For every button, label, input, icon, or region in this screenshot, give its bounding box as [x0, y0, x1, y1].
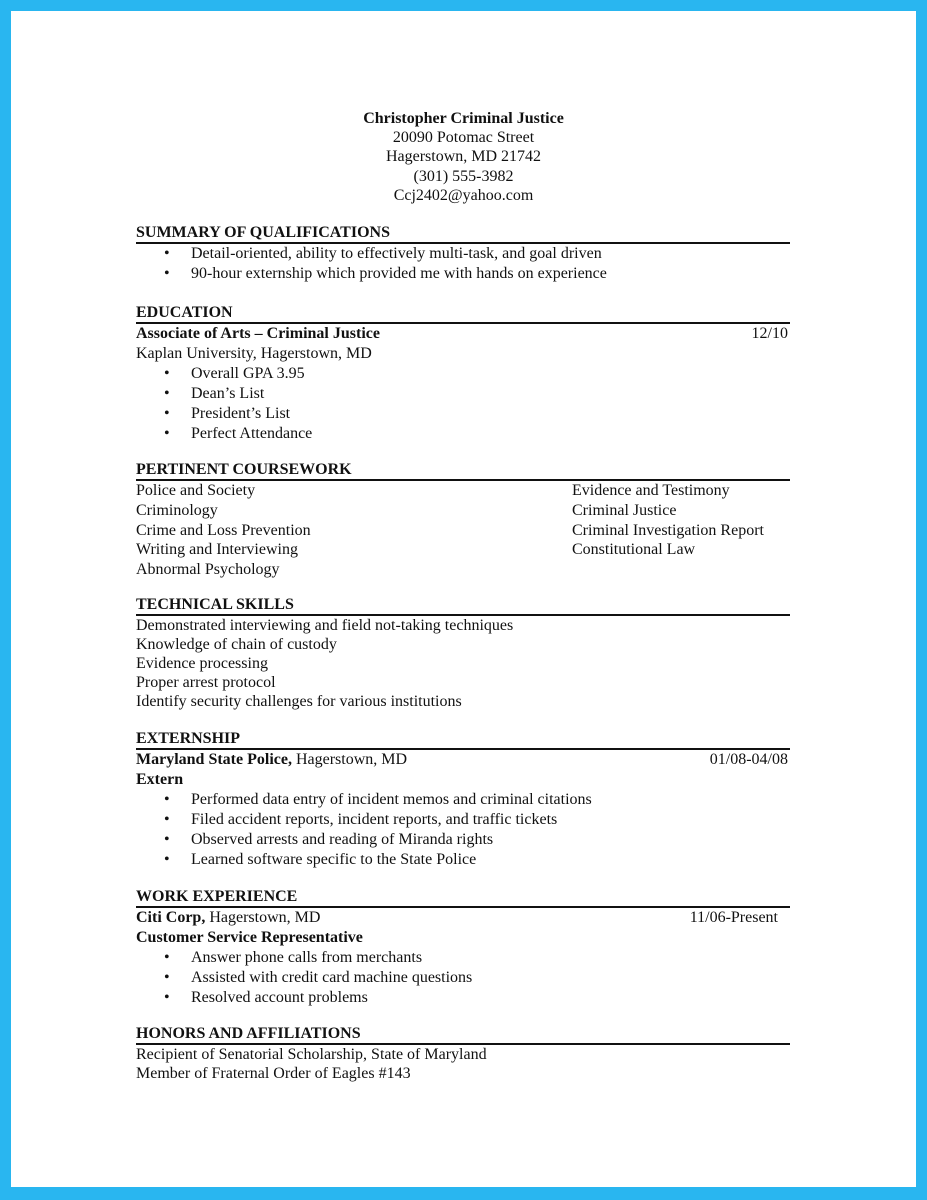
date: 12/10 [751, 325, 788, 342]
list-item: • Assisted with credit card machine questions [136, 968, 790, 988]
course: Criminal Investigation Report [572, 521, 764, 539]
course: Abnormal Psychology [136, 561, 280, 579]
course: Evidence and Testimony [572, 482, 730, 499]
list-item: • Resolved account problems [136, 988, 790, 1008]
section-heading: SUMMARY OF QUALIFICATIONS [136, 224, 790, 244]
list-item: • 90-hour externship which provided me with hands on experience [136, 264, 790, 284]
course: Writing and Interviewing [136, 541, 298, 559]
phone: (301) 555-3982 [413, 167, 514, 185]
list-item: • Performed data entry of incident memos and criminal citations [136, 790, 790, 810]
course: Constitutional Law [572, 541, 696, 559]
date: 11/06-Present [689, 909, 778, 926]
section-heading: HONORS AND AFFILIATIONS [136, 1025, 790, 1045]
list-item: • President’s List [136, 404, 790, 424]
role: Extern [136, 770, 184, 788]
skill: Evidence processing [136, 655, 268, 673]
coursework-section [136, 461, 790, 580]
list-item: • Overall GPA 3.95 [136, 364, 790, 384]
skill: Demonstrated interviewing and field not-taking techniques [136, 617, 514, 634]
organization: Maryland State Police, [136, 751, 292, 768]
school: Kaplan University, Hagerstown, MD [136, 344, 372, 362]
list-item: • Filed accident reports, incident reports, and traffic tickets [136, 810, 790, 830]
course: Police and Society [136, 482, 256, 499]
course: Criminal Justice [572, 501, 677, 519]
section-heading: EXTERNSHIP [136, 730, 790, 750]
list-item: • Answer phone calls from merchants [136, 948, 790, 968]
list-item: • Observed arrests and reading of Miranda rights [136, 830, 790, 850]
honor: Recipient of Senatorial Scholarship, State of Maryland [136, 1046, 487, 1063]
list-item: • Learned software specific to the State Police [136, 850, 790, 870]
city-state-zip: Hagerstown, MD 21742 [385, 148, 542, 166]
honor: Member of Fraternal Order of Eagles #143 [136, 1065, 411, 1083]
street-address: 20090 Potomac Street [392, 129, 535, 147]
resume-header [0, 109, 927, 205]
organization: Citi Corp, [136, 909, 206, 926]
section-heading: EDUCATION [136, 304, 790, 324]
section-heading: PERTINENT COURSEWORK [136, 461, 790, 481]
skill: Knowledge of chain of custody [136, 636, 337, 654]
work-section [136, 888, 790, 1008]
course: Crime and Loss Prevention [136, 521, 311, 539]
education-section [136, 304, 790, 445]
section-heading: WORK EXPERIENCE [136, 888, 790, 908]
list-item: • Dean’s List [136, 384, 790, 404]
honors-section [136, 1025, 790, 1084]
location: Hagerstown, MD [291, 751, 408, 768]
degree: Associate of Arts – Criminal Justice [136, 325, 380, 342]
section-heading: TECHNICAL SKILLS [136, 596, 790, 616]
skill: Proper arrest protocol [136, 674, 276, 692]
externship-section [136, 730, 790, 871]
email: Ccj2402@yahoo.com [393, 186, 534, 204]
summary-section [136, 224, 790, 285]
skill: Identify security challenges for various institutions [136, 693, 462, 711]
list-item: • Detail-oriented, ability to effectively multi-task, and goal driven [136, 244, 790, 264]
candidate-name: Christopher Criminal Justice [363, 110, 564, 127]
role: Customer Service Representative [136, 928, 363, 946]
list-item: • Perfect Attendance [136, 424, 790, 444]
skills-section [136, 596, 790, 711]
date: 01/08-04/08 [709, 751, 788, 768]
location: Hagerstown, MD [205, 909, 321, 926]
course: Criminology [136, 501, 218, 519]
